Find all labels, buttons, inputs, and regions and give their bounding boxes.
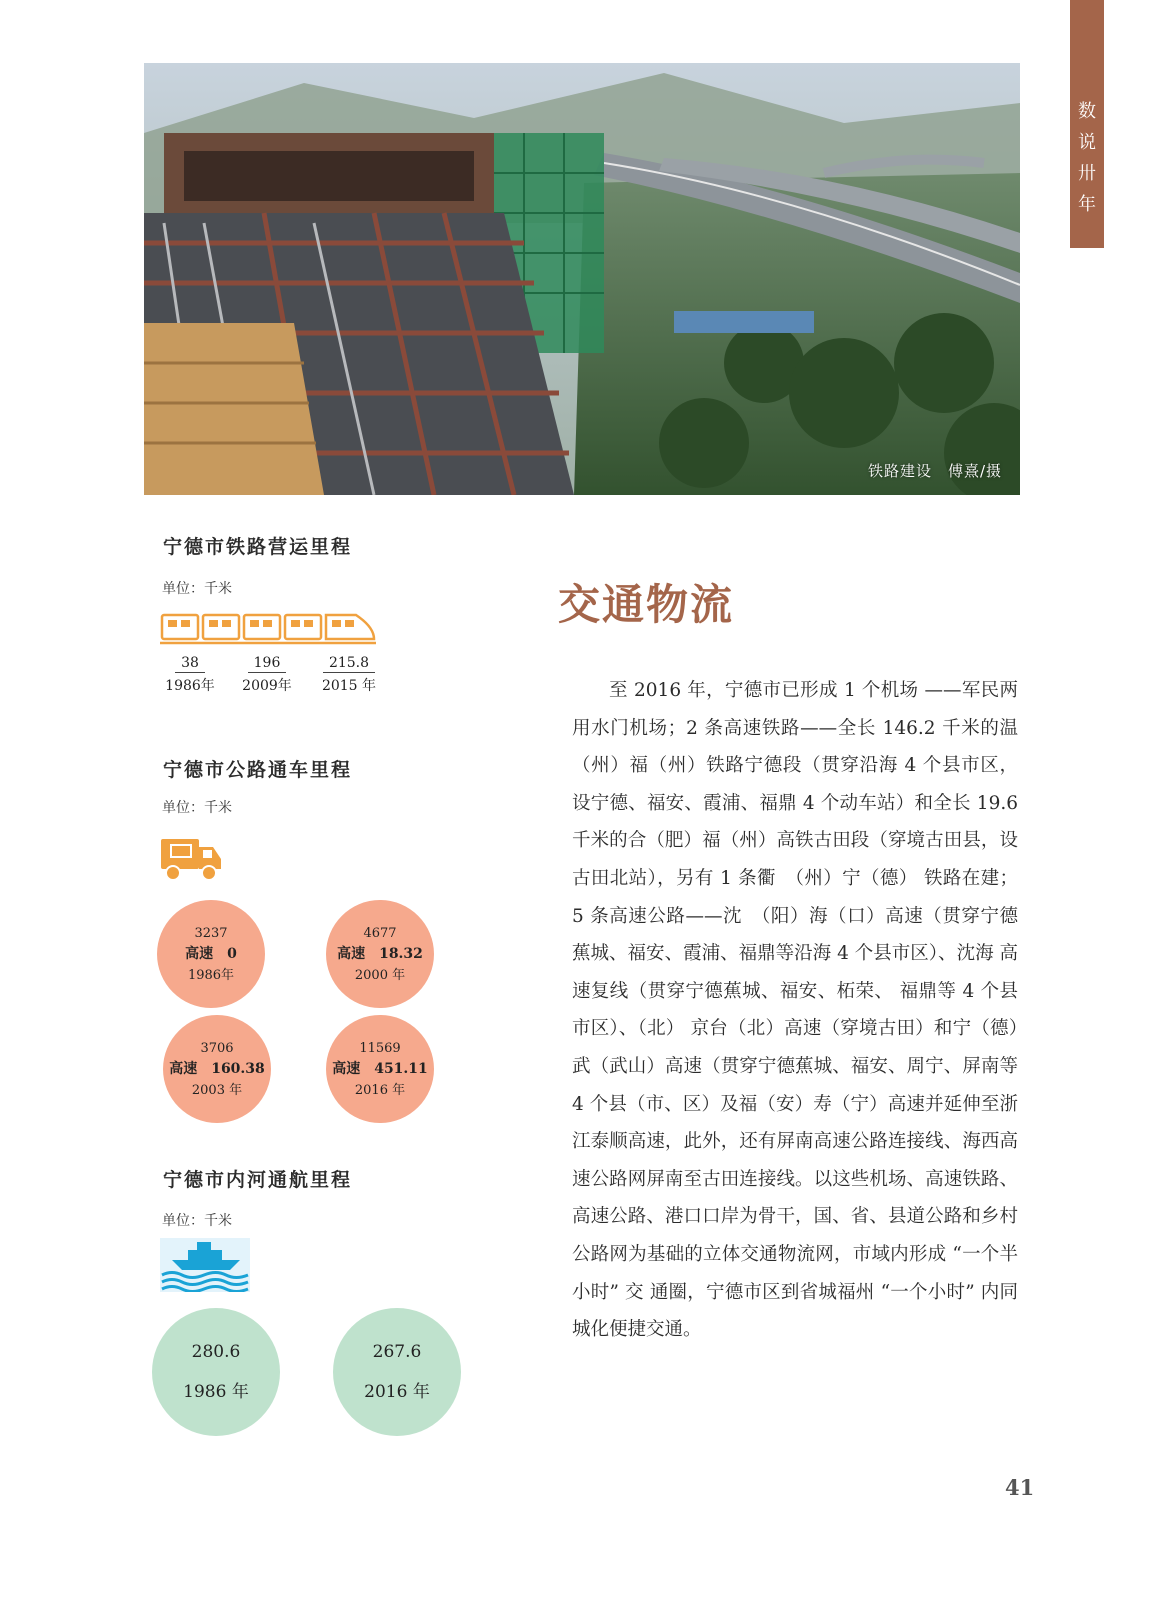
railway-year: 2015 年 <box>321 678 377 694</box>
river-unit: 单位：千米 <box>162 1213 232 1229</box>
road-section-title: 宁德市公路通车里程 <box>163 759 353 781</box>
road-highway: 高速 18.32 <box>337 945 423 962</box>
photo-caption: 铁路建设 傅熹/摄 <box>867 462 1002 480</box>
road-year: 2003 年 <box>191 1082 243 1098</box>
article-body: 至 2016 年，宁德市已形成 1 个机场 ——军民两用水门机场；2 条高速铁路——全长 146.2 千米的温（州）福（州）铁路宁德段（贯穿沿海 4 个县市区，设宁德、福安、霞浦、福鼎 4 个动车站）和全长 19.6 千米的合（肥）福（州）高铁古田段（穿境古田县，设古田北站），另有 1 条衢 （州）宁（德） 铁路在建；5 条高速公路——沈 （阳）海（口）高速（贯穿宁德蕉城、福安、霞浦、福鼎等沿海 4 个县市区）、沈海 高速复线（贯穿宁德蕉城、福安、柘荣、 福鼎等 4 个县市区）、（北） 京台（北）高速（穿境古田）和宁（德）武（武山）高速（贯穿宁德蕉城、福安、周宁、屏南等 4 个县（市、区）及福（安）寿（宁）高速并延伸至浙江泰顺高速，此外，还有屏南高速公路连接线、海西高速公路网屏南至古田连接线。以这些机场、高速铁路、高速公路、港口口岸为骨干，国、省、县道公路和乡村公路网为基础的立体交通物流网，市域内形成 “一个半小时” 交 通圈，宁德市区到省城福州 “一个小时” 内同城化便捷交通。 <box>572 680 1018 1341</box>
railway-stat <box>237 655 297 695</box>
river-value: 280.6 <box>191 1342 241 1362</box>
road-total: 4677 <box>363 925 397 941</box>
road-total: 3237 <box>194 925 228 941</box>
railway-construction-photo <box>144 63 1020 495</box>
railway-year: 1986年 <box>165 678 215 694</box>
railway-stat <box>313 655 385 695</box>
section-side-tab <box>1070 0 1104 248</box>
road-highway: 高速 160.38 <box>169 1060 265 1077</box>
train-icon <box>160 613 378 645</box>
road-year: 2000 年 <box>354 967 406 983</box>
railway-year: 2009年 <box>242 678 292 694</box>
road-year: 2016 年 <box>354 1082 406 1098</box>
river-year: 2016 年 <box>364 1382 430 1402</box>
road-year: 1986年 <box>187 967 235 983</box>
river-stat-bubble <box>152 1308 280 1436</box>
side-tab-char: 卅 <box>1078 163 1096 184</box>
road-stat-bubble <box>163 1015 271 1123</box>
river-value: 267.6 <box>372 1342 422 1362</box>
truck-icon <box>159 835 223 881</box>
side-tab-char: 数 <box>1078 101 1096 122</box>
ship-icon <box>160 1238 250 1292</box>
road-unit: 单位：千米 <box>162 800 232 816</box>
road-highway: 高速 451.11 <box>332 1060 428 1077</box>
side-tab-char: 说 <box>1078 132 1096 153</box>
river-section-title: 宁德市内河通航里程 <box>163 1169 353 1191</box>
river-stat-bubble <box>333 1308 461 1436</box>
river-year: 1986 年 <box>183 1382 249 1402</box>
railway-unit: 单位：千米 <box>162 581 232 597</box>
road-stat-bubble <box>157 900 265 1008</box>
road-highway: 高速 0 <box>185 945 237 962</box>
railway-stat <box>160 655 220 695</box>
road-stat-bubble <box>326 1015 434 1123</box>
railway-section-title: 宁德市铁路营运里程 <box>163 536 353 558</box>
photo-illustration <box>144 63 1020 495</box>
road-total: 11569 <box>359 1040 401 1056</box>
railway-value: 215.8 <box>323 655 375 673</box>
road-stat-bubble <box>326 900 434 1008</box>
railway-value: 38 <box>175 655 205 673</box>
railway-value: 196 <box>248 655 287 673</box>
page-number: 41 <box>1005 1475 1035 1500</box>
side-tab-char: 年 <box>1078 194 1096 215</box>
road-total: 3706 <box>200 1040 234 1056</box>
article-title: 交通物流 <box>558 580 735 629</box>
